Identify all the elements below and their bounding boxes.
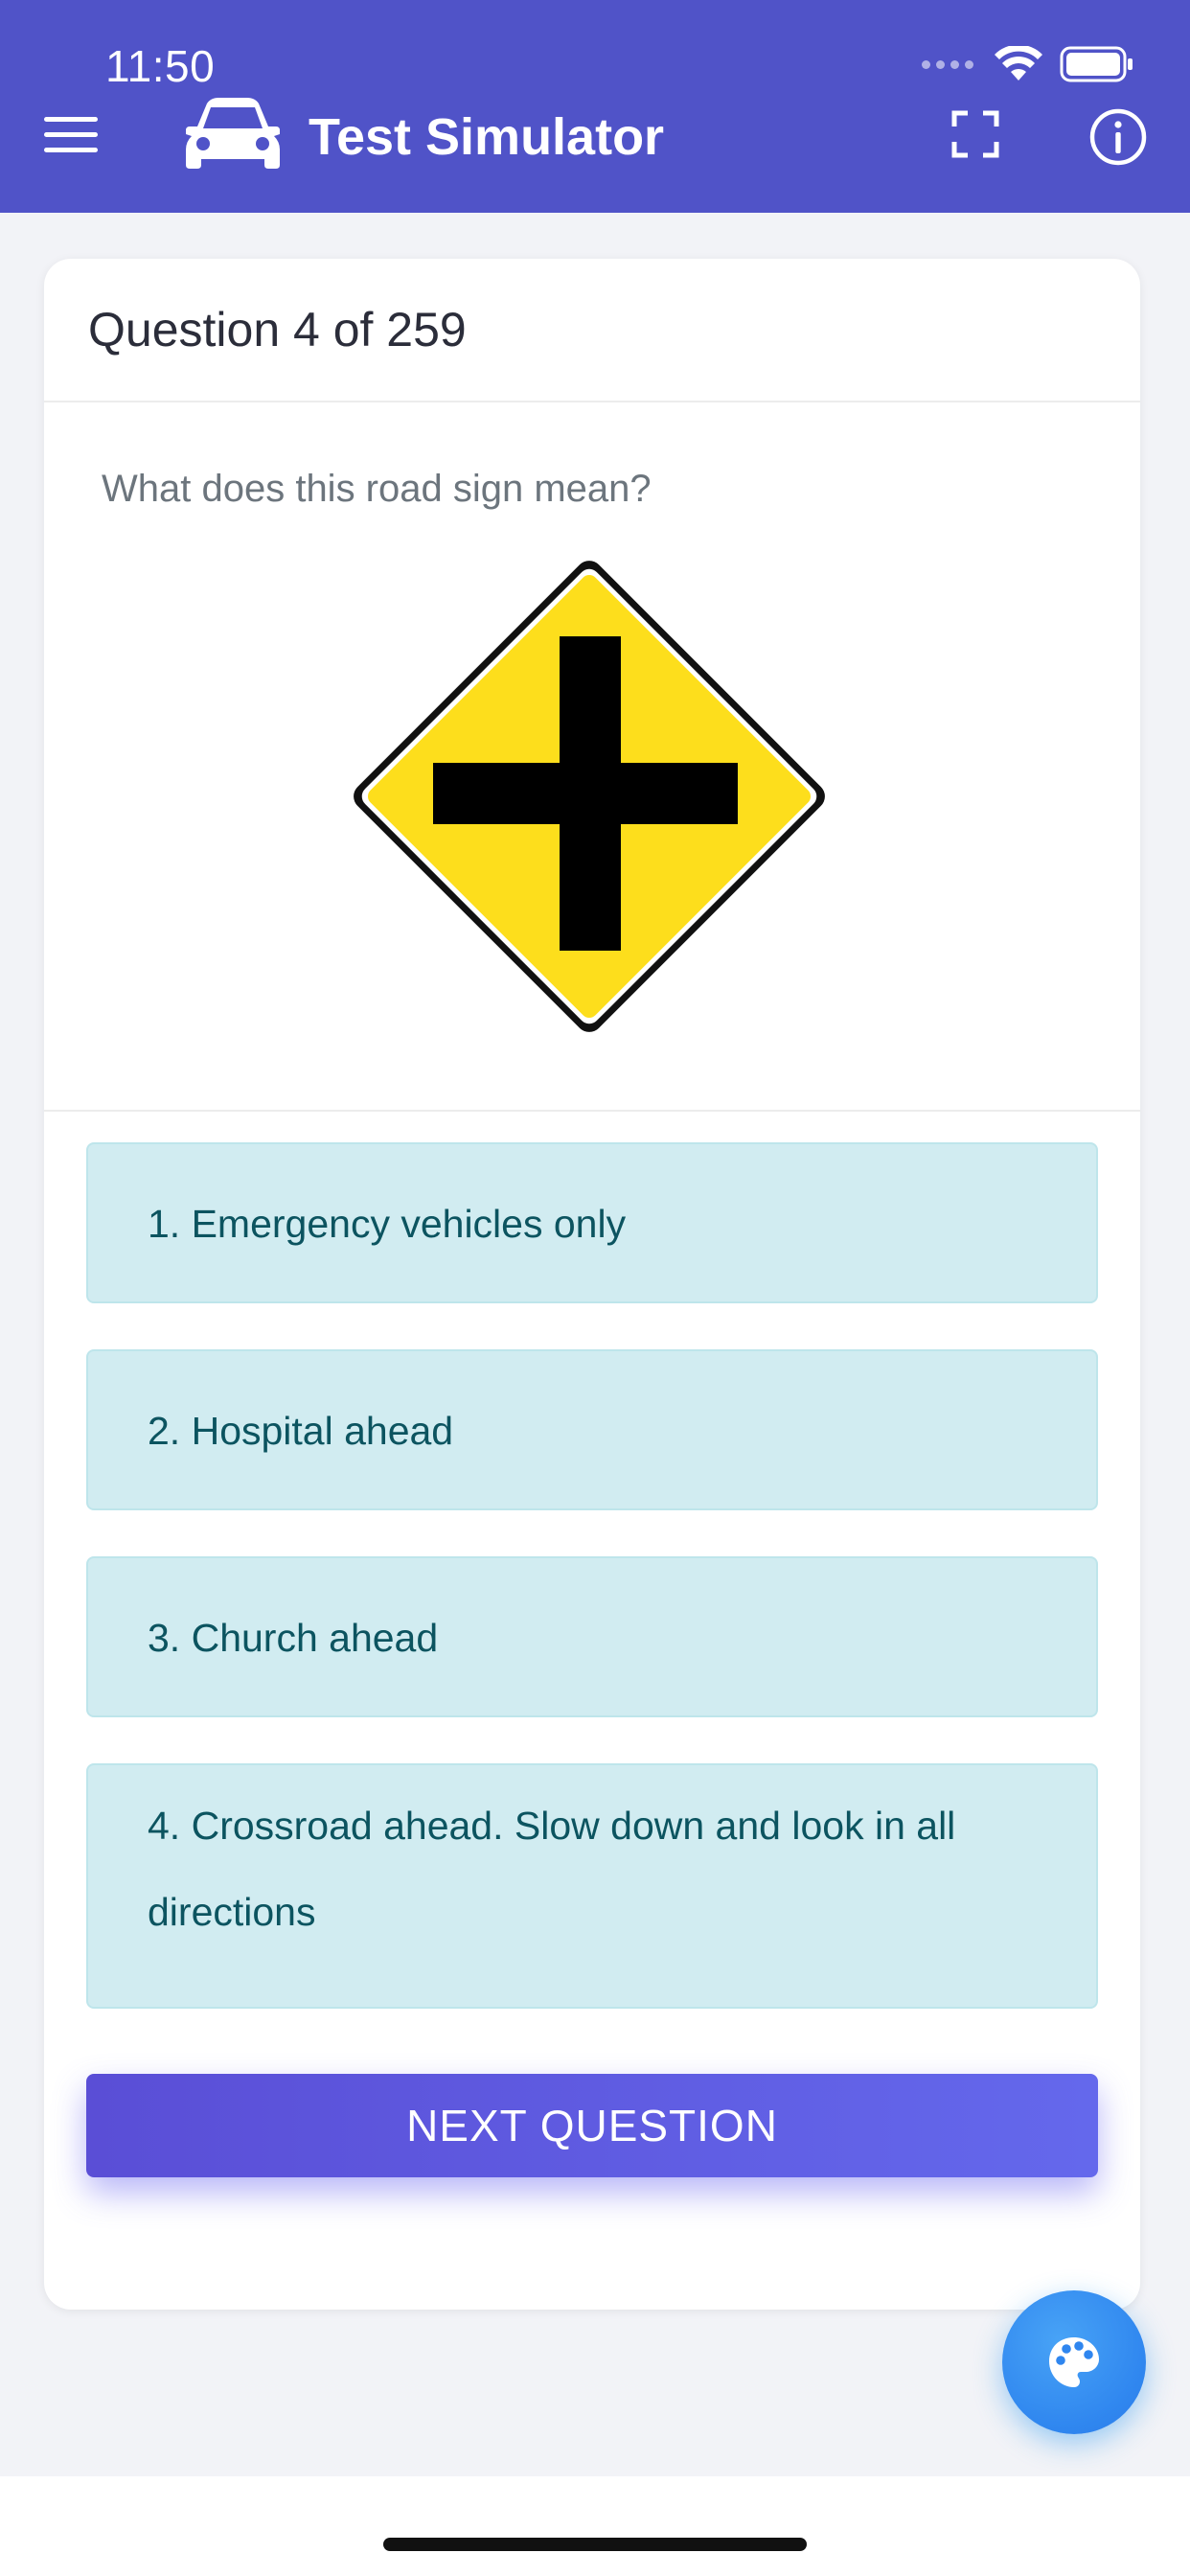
cellular-signal-icon — [922, 60, 973, 69]
crossroad-sign-image — [339, 546, 839, 1046]
car-icon — [184, 96, 282, 174]
question-counter: Question 4 of 259 — [88, 303, 467, 356]
hamburger-menu-icon[interactable] — [42, 113, 100, 157]
next-question-button[interactable]: NEXT QUESTION — [86, 2074, 1098, 2177]
question-body — [44, 402, 1140, 1112]
question-text: What does this road sign mean? — [102, 468, 652, 510]
home-indicator[interactable] — [383, 2538, 807, 2551]
answer-list — [86, 1142, 1098, 2055]
app-bar — [0, 0, 1190, 213]
info-icon[interactable] — [1088, 107, 1148, 167]
card-header — [44, 259, 1140, 402]
status-time: 11:50 — [105, 41, 216, 91]
answer-option-4[interactable]: 4. Crossroad ahead. Slow down and look in all directions — [86, 1763, 1098, 2009]
app-title: Test Simulator — [309, 108, 665, 166]
palette-icon — [1045, 2334, 1103, 2391]
answer-option-2[interactable]: 2. Hospital ahead — [86, 1349, 1098, 1510]
fullscreen-icon[interactable] — [949, 107, 1002, 161]
answer-option-1[interactable]: 1. Emergency vehicles only — [86, 1142, 1098, 1303]
theme-palette-button[interactable] — [1002, 2290, 1146, 2434]
question-card — [44, 259, 1140, 2310]
wifi-icon — [995, 46, 1042, 82]
battery-icon — [1060, 46, 1134, 82]
status-icons — [922, 46, 1134, 82]
bottom-safe-area — [0, 2476, 1190, 2576]
answer-option-3[interactable]: 3. Church ahead — [86, 1556, 1098, 1717]
